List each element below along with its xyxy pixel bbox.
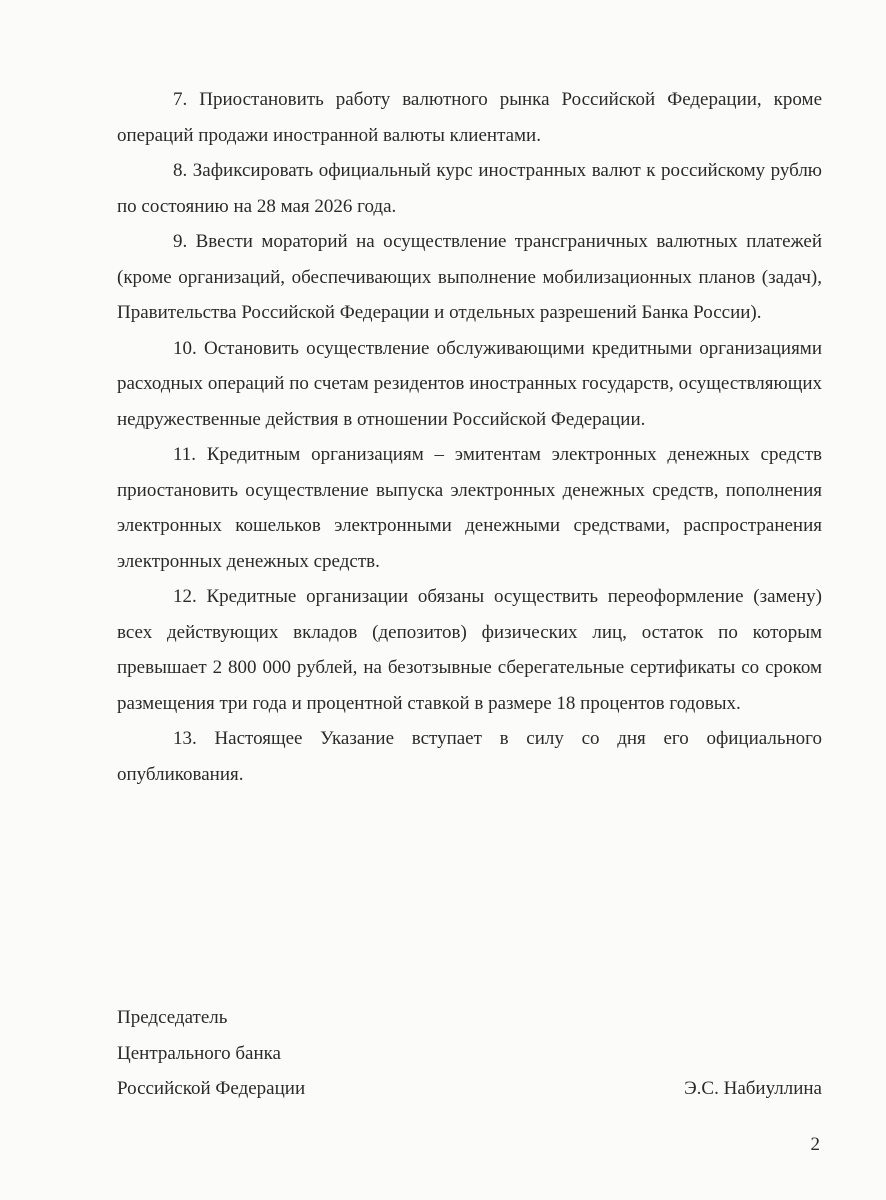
document-body xyxy=(117,82,822,792)
signature-block xyxy=(117,1000,822,1107)
signatory-title-line-3: Российской Федерации xyxy=(117,1078,306,1099)
paragraph-12: 12. Кредитные организации обязаны осуществить переоформление (замену) всех действующих вкладов (депозитов) физических лиц, остаток по которым превышает 2 800 000 рублей, на безотзывные сберегательные сертификаты со сроком размещения три года и процентной ставкой в размере 18 процентов годовых. xyxy=(117,586,822,714)
signature-last-line xyxy=(117,1071,822,1107)
paragraph-13: 13. Настоящее Указание вступает в силу со дня его официального опубликования. xyxy=(117,728,822,785)
page-number: 2 xyxy=(810,1134,820,1155)
paragraph-7: 7. Приостановить работу валютного рынка Российской Федерации, кроме операций продажи иностранной валюты клиентами. xyxy=(117,89,822,146)
paragraph-9: 9. Ввести мораторий на осуществление трансграничных валютных платежей (кроме организаций, обеспечивающих выполнение мобилизационных планов (задач), Правительства Российской Федерации и отдельных разрешений Банка России). xyxy=(117,231,822,323)
paragraph-11: 11. Кредитным организациям – эмитентам электронных денежных средств приостановить осуществление выпуска электронных денежных средств, пополнения электронных кошельков электронными денежными средствами, распространения электронных денежных средств. xyxy=(117,444,822,572)
signatory-title-line-1: Председатель xyxy=(117,1007,228,1028)
signatory-name: Э.С. Набиуллина xyxy=(684,1078,822,1099)
paragraph-10: 10. Остановить осуществление обслуживающими кредитными организациями расходных операций по счетам резидентов иностранных государств, осуществляющих недружественные действия в отношении Российской Федерации. xyxy=(117,337,822,430)
paragraph-8: 8. Зафиксировать официальный курс иностранных валют к российскому рублю по состоянию на 28 мая 2026 года. xyxy=(117,160,822,217)
signatory-title-line-2: Центрального банка xyxy=(117,1042,281,1064)
